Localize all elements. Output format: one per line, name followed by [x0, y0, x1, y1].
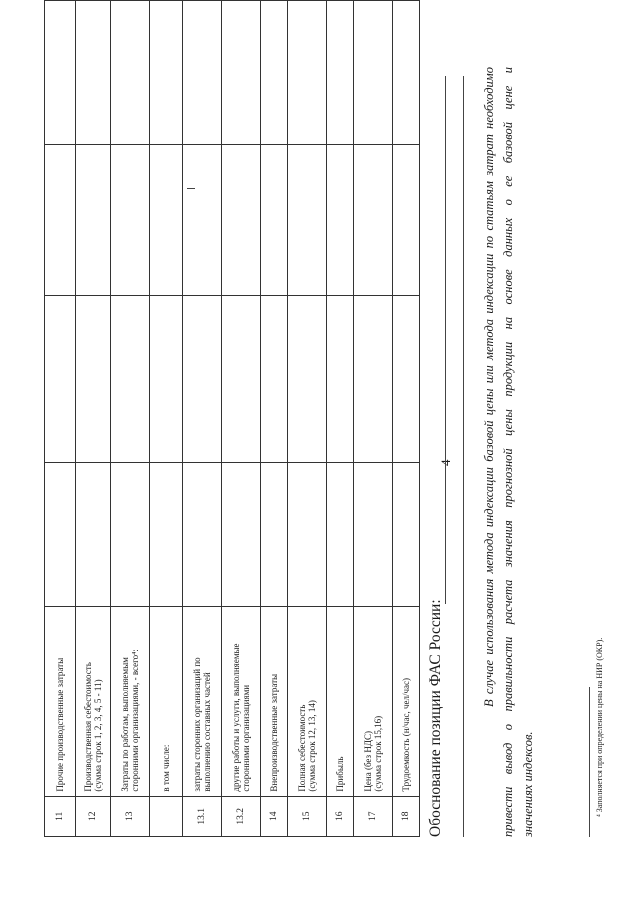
row-number: 15	[288, 796, 327, 836]
paragraph-line: В случае использования метода индексации базовой цены или метода индексации по статьям затрат необходимо	[482, 67, 496, 707]
row-name-line: другие работы и услуги, выполняемые	[230, 643, 241, 792]
table-row	[354, 1, 393, 837]
value-cell	[45, 144, 76, 296]
row-name-line: выполнению составных частей	[202, 672, 212, 792]
value-cell	[76, 296, 111, 463]
value-cell	[327, 144, 354, 296]
table-row	[150, 1, 183, 837]
footnote: ⁴ Заполняется при определении цены на НИР (ОКР).	[595, 637, 604, 817]
value-cell	[354, 1, 393, 145]
value-cell	[150, 144, 183, 296]
value-cell	[327, 1, 354, 145]
page-number: 4	[438, 459, 453, 466]
value-cell	[222, 144, 261, 296]
value-cell	[288, 144, 327, 296]
row-name	[261, 607, 288, 796]
paragraph-line: значениях индексов.	[520, 731, 535, 837]
value-cell	[111, 296, 150, 463]
value-cell	[261, 1, 288, 145]
row-name-line: Внепроизводственные затраты	[268, 673, 279, 792]
row-number: 16	[327, 796, 354, 836]
row-name-line: Трудоемкость (н/час, чел/час)	[400, 677, 411, 792]
value-cell	[354, 296, 393, 463]
footnote-rule	[589, 687, 590, 837]
value-cell	[261, 144, 288, 296]
row-number: 11	[45, 796, 76, 836]
row-name	[76, 607, 111, 796]
row-name	[183, 607, 222, 796]
paragraph-line: привести вывод о правильности расчета значения прогнозной цены продукции на основе данных о ее базовой цене и	[501, 67, 516, 837]
value-cell	[150, 1, 183, 145]
value-cell	[261, 296, 288, 463]
table-row	[45, 1, 76, 837]
value-cell	[393, 296, 420, 463]
fill-in-line	[463, 76, 464, 837]
table-row	[111, 1, 150, 837]
table-row	[288, 1, 327, 837]
row-name-line: (сумма строк 15,16)	[373, 715, 383, 792]
value-cell	[222, 463, 261, 607]
value-cell	[45, 296, 76, 463]
row-name	[45, 607, 76, 796]
row-number: 18	[393, 796, 420, 836]
value-cell	[288, 463, 327, 607]
value-cell	[327, 463, 354, 607]
row-name-line: (сумма строк 1, 2, 3, 4, 5 - 11)	[93, 679, 103, 792]
dash-mark	[187, 188, 195, 189]
row-name	[111, 607, 150, 796]
table-row	[327, 1, 354, 837]
value-cell	[45, 1, 76, 145]
value-cell	[354, 144, 393, 296]
row-name	[222, 607, 261, 796]
row-number: 17	[354, 796, 393, 836]
row-name	[354, 607, 393, 796]
row-name-line: Цена (без НДС)	[362, 731, 373, 792]
value-cell	[288, 1, 327, 145]
row-name-line: Производственная себестоимость	[82, 662, 93, 792]
row-number: 13	[111, 796, 150, 836]
row-number: 14	[261, 796, 288, 836]
table-row	[261, 1, 288, 837]
row-name	[150, 607, 183, 796]
row-name-line: затраты сторонних организаций по	[191, 657, 202, 792]
value-cell	[288, 296, 327, 463]
value-cell	[222, 1, 261, 145]
value-cell	[111, 1, 150, 145]
row-name-line: Затраты по работам, выполняемым	[119, 657, 130, 792]
value-cell	[393, 1, 420, 145]
value-cell	[150, 296, 183, 463]
row-number: 13.1	[183, 796, 222, 836]
row-name	[393, 607, 420, 796]
value-cell	[393, 463, 420, 607]
instruction-paragraph	[480, 67, 538, 837]
row-name-line: в том числе:	[160, 744, 171, 792]
value-cell	[183, 296, 222, 463]
row-name	[327, 607, 354, 796]
row-name-line: сторонними организациями, - всего⁴:	[130, 649, 140, 792]
row-number	[150, 796, 183, 836]
fill-in-line	[445, 76, 446, 604]
value-cell	[45, 463, 76, 607]
value-cell	[354, 463, 393, 607]
value-cell	[150, 463, 183, 607]
value-cell	[76, 463, 111, 607]
value-cell	[183, 144, 222, 296]
row-name-line: Полная себестоимость	[296, 704, 307, 792]
row-name-line: Прибыль	[334, 756, 345, 792]
value-cell	[327, 296, 354, 463]
value-cell	[111, 144, 150, 296]
table-row	[393, 1, 420, 837]
row-name	[288, 607, 327, 796]
table-row	[222, 1, 261, 837]
fas-justification-label: Обоснование позиции ФАС России:	[427, 599, 444, 837]
value-cell	[183, 463, 222, 607]
value-cell	[183, 1, 222, 145]
value-cell	[76, 144, 111, 296]
value-cell	[222, 296, 261, 463]
table-row	[183, 1, 222, 837]
value-cell	[76, 1, 111, 145]
table-row	[76, 1, 111, 837]
value-cell	[261, 463, 288, 607]
row-name-line: (сумма строк 12, 13, 14)	[307, 700, 317, 792]
value-cell	[393, 144, 420, 296]
row-number: 13.2	[222, 796, 261, 836]
value-cell	[111, 463, 150, 607]
row-number: 12	[76, 796, 111, 836]
cost-table	[44, 0, 420, 837]
row-name-line: Прочие производственные затраты	[54, 657, 65, 792]
row-name-line: сторонними организациями	[241, 684, 251, 792]
